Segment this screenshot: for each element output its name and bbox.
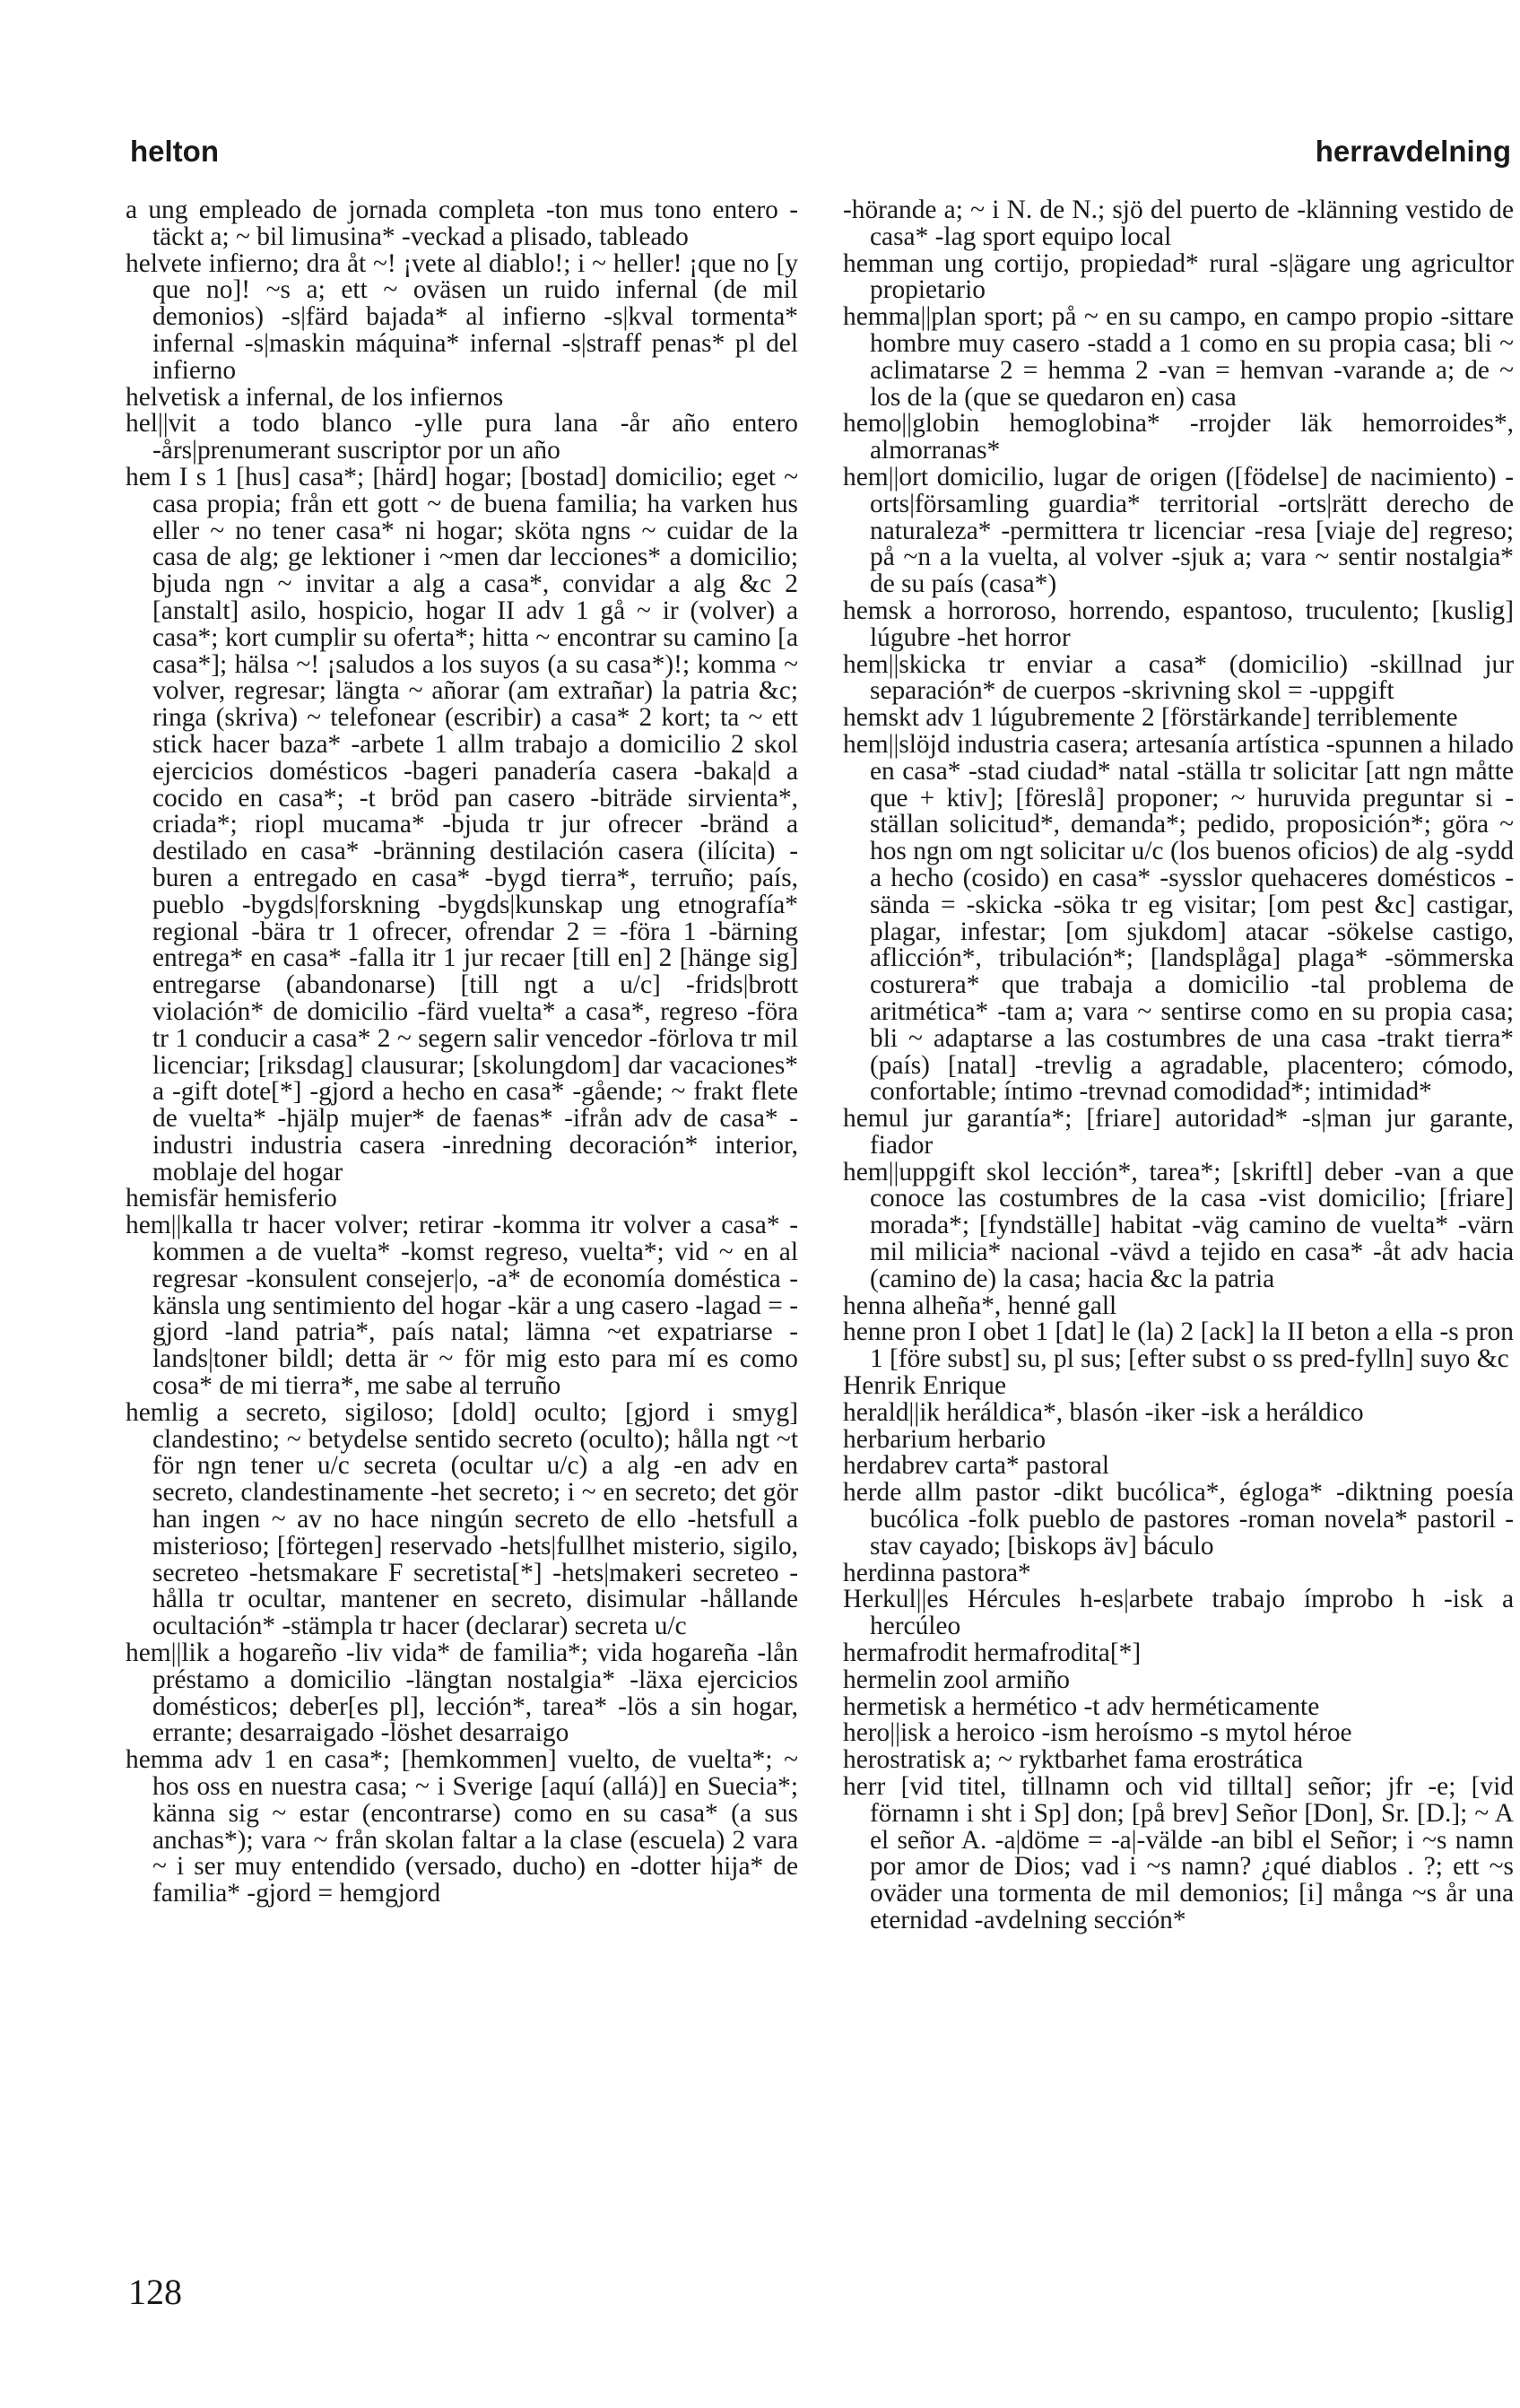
dictionary-entry: herald||ik heráldica*, blasón -iker -isk a heráldico bbox=[843, 1397, 1364, 1427]
dictionary-entry: -hörande a; ~ i N. de N.; sjö del puerto de -klänning vestido de casa* -lag sport equipo local bbox=[843, 196, 1514, 251]
dictionary-entry: helvetisk a infernal, de los infiernos bbox=[126, 382, 504, 412]
dictionary-entry: hemskt adv 1 lúgubremente 2 [förstärkande] terriblemente bbox=[843, 703, 1458, 733]
dictionary-entry: hemsk a horroroso, horrendo, espantoso, truculento; [kuslig] lúgubre -het horror bbox=[843, 595, 1514, 652]
dictionary-entry: hermetisk a hermético -t adv herméticamente bbox=[843, 1691, 1320, 1721]
page-number: 128 bbox=[128, 2272, 182, 2312]
dictionary-entry: herde allm pastor -dikt bucólica*, égloga* -diktning poesía bucólica -folk pueblo de pastores -roman novela* pastoril -stav cayado; [biskops äv] báculo bbox=[843, 1478, 1514, 1560]
dictionary-entry: a ung empleado de jornada completa -ton mus tono entero -täckt a; ~ bil limusina* -veckad a plisado, tableado bbox=[126, 196, 798, 251]
dictionary-entry: hem I s 1 [hus] casa*; [härd] hogar; [bostad] domicilio; eget ~ casa propia; från ett gott ~ de buena familia; ha varken hus eller ~ no tener casa* ni hogar; sköta ngns ~ cuidar de la casa de alg; ge lektioner i ~men dar lecciones* a domicilio; bjuda ngn ~ invitar a alg a casa*, convidar a alg &c 2 [anstalt] asilo, hospicio, hogar II adv 1 gå ~ ir (volver) a casa*; kort cumplir su oferta*; hitta ~ encontrar su camino [a casa*]; hälsa ~! ¡saludos a los suyos (a su casa*)!; komma ~ volver, regresar; längta ~ añorar (am extrañar) la patria &c; ringa (skriva) ~ telefonear (escribir) a casa* 2 kort; ta ~ ett stick hacer baza* -arbete 1 allm trabajo a domicilio 2 skol ejercicios domésticos -bageri panadería casera -baka|d a cocido en casa*; -t bröd pan casero -biträde sirvienta*, criada*; riopl mucama* -bjuda tr jur ofrecer -bränd a destilado en casa* -bränning destilación casera (ilícita) -buren a entregado en casa* -bygd tierra*, terruño; país, pueblo -bygds|forskning -bygds|kunskap ung etnografía* regional -bära tr 1 ofrecer, ofrendar 2 = -föra 1 -bärning entrega* en casa* -falla itr 1 jur recaer [till en] 2 [hänge sig] entregarse (abandonarse) [till ngt a u/c] -frids|brott violación* de domicilio -färd vuelta* a casa*, regreso -föra tr 1 conducir a casa* 2 ~ segern salir vencedor -förlova tr mil licenciar; [riksdag] clausurar; [skolungdom] dar vacaciones* a -gift dote[*] -gjord a hecho en casa* -gående; ~ frakt flete de vuelta* -hjälp mujer* de faenas* -ifrån adv de casa* -industri industria casera -inredning decoración* interior, moblaje del hogar bbox=[126, 462, 798, 1187]
dictionary-entry: hemo||globin hemoglobina* -rrojder läk hemorroides*, almorranas* bbox=[843, 409, 1514, 465]
dictionary-entry: henna alheña*, henné gall bbox=[843, 1291, 1117, 1320]
dictionary-entry: herdabrev carta* pastoral bbox=[843, 1451, 1110, 1481]
dictionary-entry: hemman ung cortijo, propiedad* rural -s|ägare ung agricultor propietario bbox=[843, 248, 1514, 305]
dictionary-entry: henne pron I obet 1 [dat] le (la) 2 [ack] la II beton a ella -s pron 1 [före subst] su, pl sus; [efter subst o ss pred-fylln] suyo &c bbox=[843, 1317, 1514, 1374]
dictionary-entry: hem||skicka tr enviar a casa* (domicilio) -skillnad jur separación* de cuerpos -skrivning skol = -uppgift bbox=[843, 649, 1514, 706]
dictionary-entry: herostratisk a; ~ ryktbarhet fama erostrática bbox=[843, 1745, 1303, 1775]
left-guide-word: helton bbox=[130, 135, 219, 168]
dictionary-entry: hero||isk a heroico -ism heroísmo -s mytol héroe bbox=[843, 1718, 1352, 1748]
dictionary-entry: hermafrodit hermafrodita[*] bbox=[843, 1639, 1142, 1668]
dictionary-entry: herbarium herbario bbox=[843, 1424, 1047, 1454]
dictionary-entry: hemma adv 1 en casa*; [hemkommen] vuelto, de vuelta*; ~ hos oss en nuestra casa; ~ i Sverige [aquí (allá)] en Suecia*; känna sig ~ estar (encontrarse) como en su casa* (a sus anchas*); vara ~ från skolan faltar a la clase (escuela) 2 vara ~ i ser muy entendido (versado, ducho) en -dotter hija* de familia* -gjord = hemgjord bbox=[126, 1745, 798, 1908]
left-column bbox=[126, 197, 798, 1908]
dictionary-entry: hem||uppgift skol lección*, tarea*; [skriftl] deber -van a que conoce las costumbres de la casa -vist domicilio; [friare] morada*; [fyndställe] habitat -väg camino de vuelta* -värn mil milicia* nacional -vävd a tejido en casa* -åt adv hacia (camino de) la casa; hacia &c la patria bbox=[843, 1157, 1514, 1293]
dictionary-entry: hel||vit a todo blanco -ylle pura lana -år año entero -års|prenumerant suscriptor por un año bbox=[126, 409, 798, 465]
dictionary-entry: hem||slöjd industria casera; artesanía artística -spunnen a hilado en casa* -stad ciudad* natal -ställa tr solicitar [att ngn måtte que + ktiv]; [föreslå] proponer; ~ huruvida preguntar si -ställan solicitud*, demanda*; pedido, proposición*; göra ~ hos ngn om ngt solicitar u/c (los buenos oficios) de alg -sydd a hecho (cosido) en casa* -sysslor quehaceres domésticos -sända = -skicka -söka tr eg visitar; [om pest &c] castigar, plagar, infestar; [om sjukdom] atacar -sökelse castigo, aflicción*, tribulación*; [landsplåga] plaga* -sömmerska costurera* que trabaja a domicilio -tal problema de aritmética* -tam a; vara ~ sentirse como en su propia casa; bli ~ adaptarse a las costumbres de una casa -trakt tierra* (país) [natal] -trevlig a agradable, placentero; cómodo, confortable; íntimo -trevnad comodidad*; intimidad* bbox=[843, 729, 1514, 1107]
dictionary-entry: herdinna pastora* bbox=[843, 1558, 1031, 1587]
dictionary-entry: Herkul||es Hércules h-es|arbete trabajo ímprobo h -isk a hercúleo bbox=[843, 1585, 1514, 1641]
dictionary-entry: hemma||plan sport; på ~ en su campo, en campo propio -sittare hombre muy casero -stadd a 1 como en su propia casa; bli ~ aclimatarse 2 = hemma 2 -van = hemvan -varande a; de ~ los de la (que se quedaron en) casa bbox=[843, 302, 1514, 412]
dictionary-entry: hem||kalla tr hacer volver; retirar -komma itr volver a casa* -kommen a de vuelta* -komst regreso, vuelta*; vid ~ en al regresar -konsulent consejer|o, -a* de economía doméstica -känsla ung sentimiento del hogar -kär a ung casero -lagad = -gjord -land patria*, país natal; lämna ~et expatriarse -lands|toner bildl; detta är ~ för mig esto para mí es como cosa* de mi tierra*, me sabe al terruño bbox=[126, 1211, 798, 1401]
dictionary-entry: hemul jur garantía*; [friare] autoridad* -s|man jur garante, fiador bbox=[843, 1104, 1514, 1160]
dictionary-entry: Henrik Enrique bbox=[843, 1371, 1006, 1401]
dictionary-entry: hermelin zool armiño bbox=[843, 1665, 1071, 1694]
right-column bbox=[843, 197, 1514, 1934]
dictionary-entry: hemisfär hemisferio bbox=[126, 1184, 337, 1213]
right-guide-word: herravdelning bbox=[1315, 135, 1511, 168]
dictionary-entry: hemlig a secreto, sigiloso; [dold] oculto; [gjord i smyg] clandestino; ~ betydelse sentido secreto (oculto); hålla ngt ~t för ngn tener u/c secreta (ocultar u/c) a alg -en adv en secreto, clandestinamente -het secreto; i ~ en secreto; det gör han ingen ~ av no hace ningún secreto de ello -hetsfull a misterioso; [förtegen] reservado -hets|fullhet misterio, sigilo, secreteo -hetsmakare F secretista[*] -hets|makeri secreteo -hålla tr ocultar, mantener en secreto, disimular -hållande ocultación* -stämpla tr hacer (declarar) secreta u/c bbox=[126, 1397, 798, 1641]
dictionary-entry: hem||ort domicilio, lugar de origen ([födelse] de nacimiento) -orts|församling guardia* territorial -orts|rätt derecho de naturaleza* -permittera tr licenciar -resa [viaje de] regreso; på ~n a la vuelta, al volver -sjuk a; vara ~ sentir nostalgia* de su país (casa*) bbox=[843, 462, 1514, 599]
dictionary-entry: herr [vid titel, tillnamn och vid tilltal] señor; jfr -e; [vid förnamn i sht i Sp] don; [på brev] Señor [Don], Sr. [D.]; ~ A el señor A. -a|döme = -a|-välde -an bibl el Señor; i ~s namn por amor de Dios; vad i ~s namn? ¿qué diablos . ?; ett ~s oväder una tormenta de mil demonios; [i] många ~s år una eternidad -avdelning sección* bbox=[843, 1772, 1514, 1934]
dictionary-entry: helvete infierno; dra åt ~! ¡vete al diablo!; i ~ heller! ¡que no [y que no]! ~s a; ett ~ oväsen un ruido infernal (de mil demonios) -s|färd bajada* al infierno -s|kval tormenta* infernal -s|maskin máquina* infernal -s|straff penas* pl del infierno bbox=[126, 248, 798, 385]
dictionary-entry: hem||lik a hogareño -liv vida* de familia*; vida hogareña -lån préstamo a domicilio -längtan nostalgia* -läxa ejercicios domésticos; deber[es pl], lección*, tarea* -lös a sin hogar, errante; desarraigado -löshet desarraigo bbox=[126, 1639, 798, 1748]
